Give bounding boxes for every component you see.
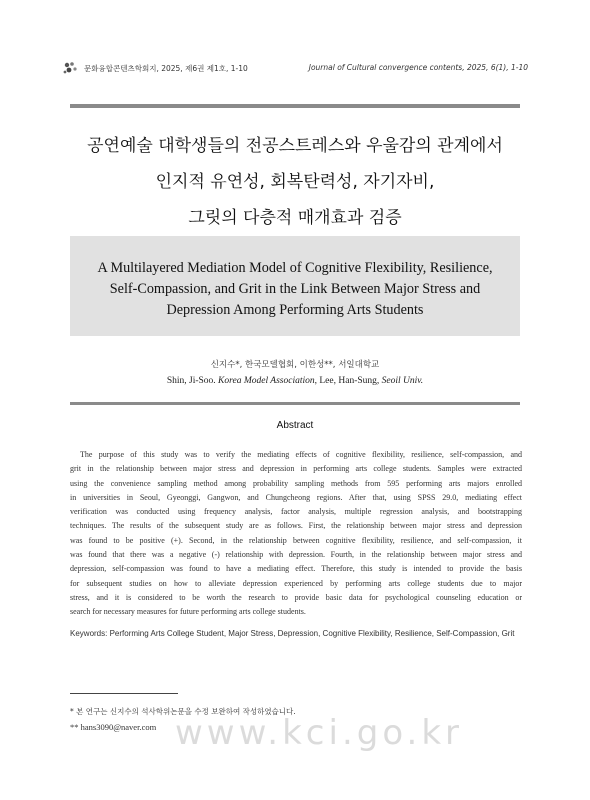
abstract-line: grit in the relationship between major stress and depression in performing arts college students. Samples were extracted: [70, 464, 522, 474]
abstract-line: in universities in Seoul, Gyeonggi, Gangwon, and Chungcheong regions. After that, using SPSS 29.0, mediating effect: [70, 492, 522, 502]
english-title-line: A Multilayered Mediation Model of Cognitive Flexibility, Resilience,: [97, 260, 493, 276]
page-header: [62, 60, 528, 80]
abstract-line: search for necessary measures for future performing arts college students.: [70, 607, 306, 617]
abstract-line: stress, and it is considered to be worth the research to provide basic data for psychological counseling education or: [70, 592, 522, 602]
abstract-line: techniques. The results of the subsequent study are as follows. First, the relationship between major stress and depression: [70, 521, 522, 531]
abstract-heading: Abstract: [276, 420, 314, 431]
journal-citation-ko: 문화융합콘텐츠학회지, 2025, 제6권 제1호, 1-10: [84, 64, 248, 73]
author-affiliation: Korea Model Association: [218, 376, 315, 386]
abstract-rule: [70, 402, 520, 405]
abstract-body: [70, 448, 522, 620]
abstract-line: verification was conducted using frequency analysis, factor analysis, multiple regression analysis, and bootstrapping: [70, 507, 522, 517]
abstract-line: was found to be positive (+). Second, in the relationship between cognitive flexibility, resilience, and self-compassion, it: [70, 535, 522, 545]
authors-korean: 신지수*, 한국모델협회, 이한성**, 서일대학교: [210, 360, 380, 370]
english-title-line: Self-Compassion, and Grit in the Link Between Major Stress and: [109, 281, 481, 297]
abstract-line: using the convenience sampling method among probability sampling methods from 595 performing arts majors enrolled: [70, 478, 522, 488]
keywords: Keywords: Performing Arts College Student, Major Stress, Depression, Cognitive Flexibility, Resilience, Self-Compassion, Grit: [70, 629, 515, 638]
footnote-thesis: * 본 연구는 신지수의 석사학위논문을 수정 보완하여 작성하였습니다.: [70, 707, 296, 716]
authors-english: [0, 376, 590, 386]
english-title: [70, 258, 520, 321]
footnote-email: ** hans3090@naver.com: [70, 722, 157, 732]
author-name: Shin, Ji-Soo.: [166, 376, 219, 386]
korean-title-line: 공연예술 대학생들의 전공스트레스와 우울감의 관계에서: [87, 136, 503, 156]
footnote-rule: [70, 693, 178, 694]
journal-logo-icon: [62, 60, 80, 76]
abstract-line: The purpose of this study was to verify the mediating effects of cognitive flexibility, resilience, self-compassion, and: [80, 450, 522, 459]
korean-title-line: 인지적 유연성, 회복탄력성, 자기자비,: [155, 172, 435, 192]
author-affiliation: Seoil Univ.: [381, 376, 424, 386]
korean-title-line: 그릿의 다층적 매개효과 검증: [188, 208, 402, 228]
top-rule: [70, 104, 520, 108]
journal-citation-en: Journal of Cultural convergence contents, 2025, 6(1), 1-10: [308, 63, 528, 72]
abstract-line: for subsequent studies on how to alleviate depression experienced by performing arts college students due to major: [70, 578, 522, 588]
kci-watermark: www.kci.go.kr: [175, 713, 464, 753]
author-name: , Lee, Han-Sung,: [314, 376, 382, 386]
english-title-line: Depression Among Performing Arts Students: [166, 302, 424, 318]
korean-title: [60, 128, 530, 236]
abstract-line: was found that there was a negative (-) relationship with depression. Fourth, in the relationship between major stress and: [70, 550, 522, 560]
abstract-line: depression, self-compassion was found to have a mediating effect. Therefore, this study is intended to provide the basis: [70, 564, 522, 574]
